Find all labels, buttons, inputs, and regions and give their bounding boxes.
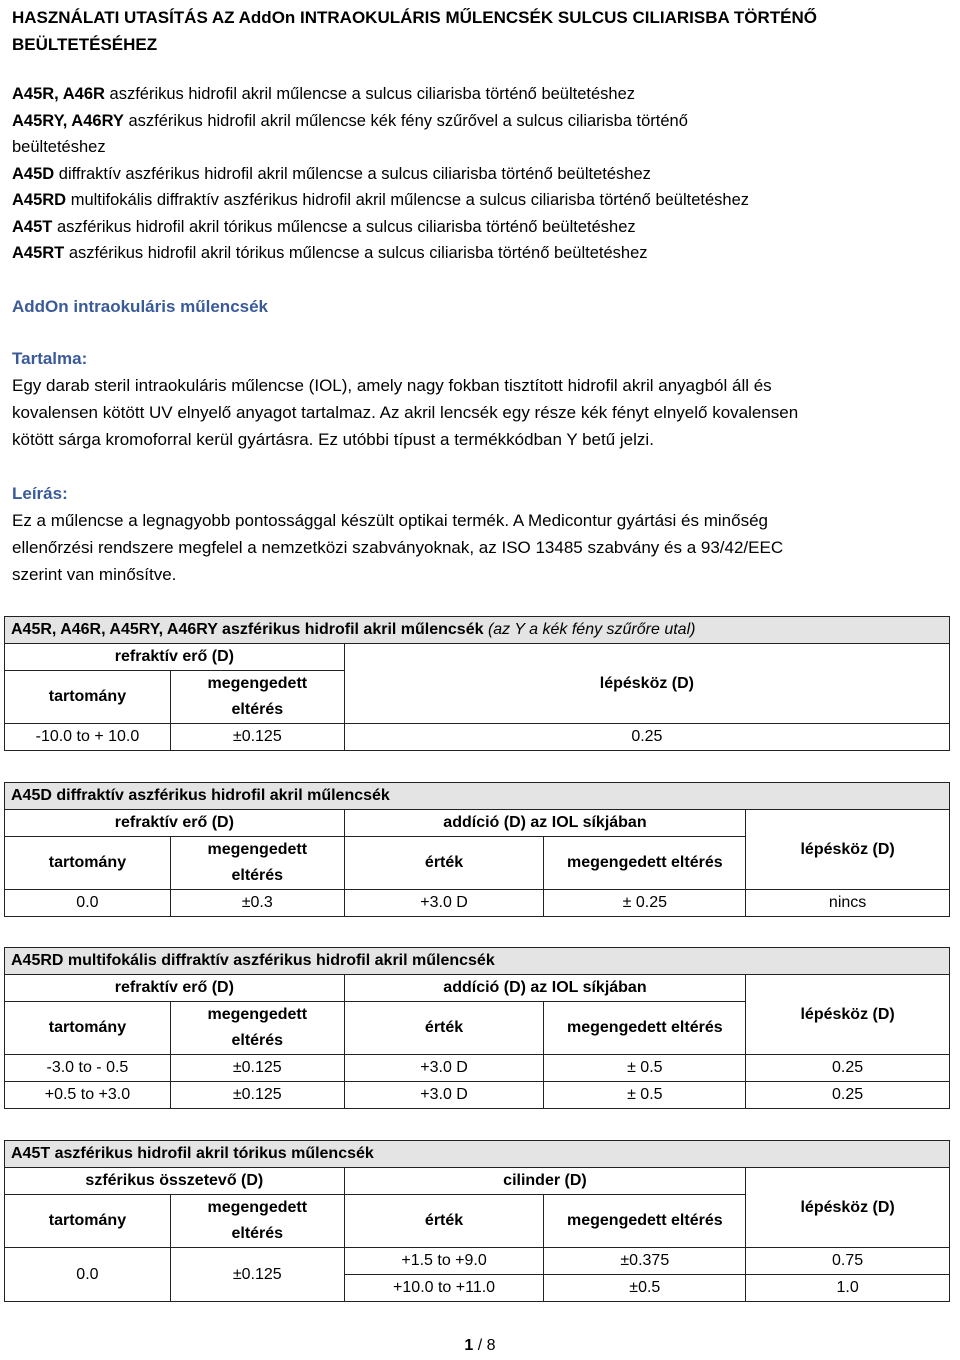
table-cell: 0.75 [746, 1248, 950, 1275]
table-col-header: érték [344, 1002, 544, 1055]
table-cell: ±0.125 [170, 1248, 344, 1302]
table-cell: 0.25 [344, 724, 949, 751]
spec-table-a45d [4, 782, 950, 917]
addon-heading: AddOn intraokuláris műlencsék [12, 297, 269, 316]
table-row [5, 1248, 950, 1275]
contents-line: kötött sárga kromoforral kerül gyártásra. Ez utóbbi típust a termékkódban Y betű jelzi. [12, 430, 654, 449]
contents-line: Egy darab steril intraokuláris műlencse (IOL), amely nagy fokban tisztított hidrofil akril anyagból áll és [12, 376, 772, 395]
table-col-header: megengedett eltérés [544, 1195, 746, 1248]
table-cell: +3.0 D [344, 1055, 544, 1082]
model-line: A45RT aszférikus hidrofil akril tórikus műlencse a sulcus ciliarisba történő beültetéshez [12, 244, 648, 262]
table-cell: 0.0 [5, 1248, 171, 1302]
table-cell: +3.0 D [344, 1082, 544, 1109]
page-number: 1 / 8 [464, 1337, 496, 1354]
table-cell: ± 0.5 [544, 1082, 746, 1109]
contents-line: kovalensen kötött UV elnyelő anyagot tartalmaz. Az akril lencsék egy része kék fényt elnyelő kovalensen [12, 403, 799, 422]
table-col-header: lépésköz (D) [746, 975, 950, 1055]
table-cell: ±0.5 [544, 1275, 746, 1302]
model-line: beültetéshez [12, 138, 106, 156]
table-col-header: megengedett eltérés [170, 1195, 344, 1248]
table-cell: ±0.125 [170, 724, 344, 751]
table-col-header: lépésköz (D) [746, 810, 950, 890]
table-col-header: lépésköz (D) [344, 644, 949, 724]
table-cell: 1.0 [746, 1275, 950, 1302]
table-col-header: megengedett eltérés [544, 1002, 746, 1055]
table-row [5, 1055, 950, 1082]
model-line: A45R, A46R aszférikus hidrofil akril műlencse a sulcus ciliarisba történő beültetéshez [12, 85, 636, 103]
table-cell: -3.0 to - 0.5 [5, 1055, 171, 1082]
table-cell: +0.5 to +3.0 [5, 1082, 171, 1109]
table-cell: ±0.125 [170, 1055, 344, 1082]
model-line: A45D diffraktív aszférikus hidrofil akril műlencse a sulcus ciliarisba történő beültetéshez [12, 164, 651, 183]
table-cell: +3.0 D [344, 890, 544, 917]
table-row [5, 724, 950, 751]
model-line: A45T aszférikus hidrofil akril tórikus műlencse a sulcus ciliarisba történő beültetéshez [12, 217, 636, 236]
table-row [5, 890, 950, 917]
table-cell: 0.25 [746, 1082, 950, 1109]
model-line: A45RY, A46RY aszférikus hidrofil akril műlencse kék fény szűrővel a sulcus ciliarisba történő [12, 111, 688, 130]
table-group-header: addíció (D) az IOL síkjában [344, 975, 746, 1002]
table-col-header: tartomány [5, 671, 171, 724]
table-col-header: tartomány [5, 837, 171, 890]
spec-table-a45t [4, 1140, 950, 1302]
spec-table-a45r [4, 616, 950, 751]
document-title: HASZNÁLATI UTASÍTÁS AZ AddOn INTRAOKULÁRIS MŰLENCSÉK SULCUS CILIARISBA TÖRTÉNŐ BEÜLTETÉSÉHEZ [12, 8, 817, 54]
table-col-header: megengedett eltérés [170, 671, 344, 724]
table-title: A45RD multifokális diffraktív aszférikus hidrofil akril műlencsék [5, 948, 950, 975]
table-col-header: tartomány [5, 1002, 171, 1055]
contents-section [12, 345, 952, 453]
table-cell: ± 0.5 [544, 1055, 746, 1082]
table-group-header: cilinder (D) [344, 1168, 746, 1195]
table-cell: 0.25 [746, 1055, 950, 1082]
description-line: Ez a műlencse a legnagyobb pontossággal készült optikai termék. A Medicontur gyártási és minőség [12, 511, 768, 530]
table-col-header: lépésköz (D) [746, 1168, 950, 1248]
table-col-header: érték [344, 1195, 544, 1248]
table-cell: +10.0 to +11.0 [344, 1275, 544, 1302]
table-title: A45R, A46R, A45RY, A46RY aszférikus hidrofil akril műlencsék (az Y a kék fény szűrőre utal) [5, 617, 950, 644]
description-line: szerint van minősítve. [12, 565, 177, 584]
table-row [5, 1082, 950, 1109]
table-col-header: érték [344, 837, 544, 890]
table-col-header: tartomány [5, 1195, 171, 1248]
table-cell: ±0.125 [170, 1082, 344, 1109]
table-cell: 0.0 [5, 890, 171, 917]
table-title: A45D diffraktív aszférikus hidrofil akril műlencsék [5, 783, 950, 810]
model-list [12, 81, 952, 267]
spec-table-a45rd [4, 947, 950, 1109]
table-cell: nincs [746, 890, 950, 917]
table-cell: -10.0 to + 10.0 [5, 724, 171, 751]
contents-heading: Tartalma: [12, 349, 88, 368]
table-cell: +1.5 to +9.0 [344, 1248, 544, 1275]
table-title: A45T aszférikus hidrofil akril tórikus műlencsék [5, 1141, 950, 1168]
table-group-header: refraktív erő (D) [5, 810, 345, 837]
table-cell: ± 0.25 [544, 890, 746, 917]
table-col-header: megengedett eltérés [170, 1002, 344, 1055]
table-group-header: refraktív erő (D) [5, 644, 345, 671]
description-line: ellenőrzési rendszere megfelel a nemzetközi szabványoknak, az ISO 13485 szabvány és a 93/42/EEC [12, 538, 784, 557]
table-cell: ±0.3 [170, 890, 344, 917]
table-col-header: megengedett eltérés [170, 837, 344, 890]
table-group-header: refraktív erő (D) [5, 975, 345, 1002]
table-group-header: szférikus összetevő (D) [5, 1168, 345, 1195]
description-heading: Leírás: [12, 484, 68, 503]
model-line: A45RD multifokális diffraktív aszférikus hidrofil akril műlencse a sulcus ciliarisba történő beültetéshez [12, 191, 750, 209]
description-section [12, 480, 952, 588]
table-group-header: addíció (D) az IOL síkjában [344, 810, 746, 837]
table-cell: ±0.375 [544, 1248, 746, 1275]
table-col-header: megengedett eltérés [544, 837, 746, 890]
